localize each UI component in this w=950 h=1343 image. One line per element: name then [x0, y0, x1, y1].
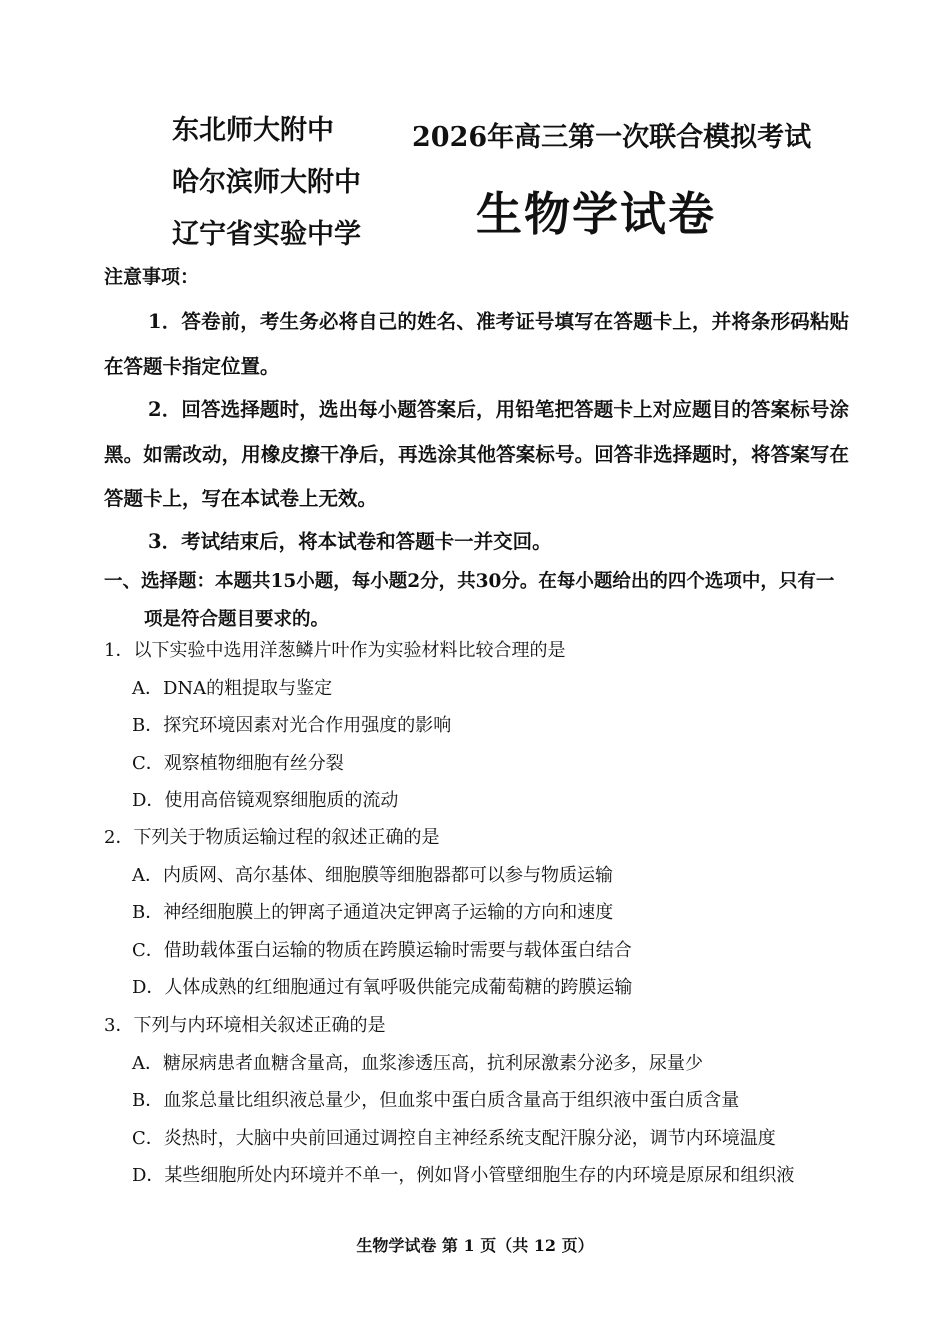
notice-item-3: 3．考试结束后，将本试卷和答题卡一并交回。 — [148, 530, 552, 553]
question-stem: 2．下列关于物质运输过程的叙述正确的是 — [104, 827, 440, 848]
subject-title: 生物学试卷 — [476, 187, 716, 241]
question-option-b: B．神经细胞膜上的钾离子通道决定钾离子运输的方向和速度 — [132, 902, 614, 923]
notice-heading: 注意事项： — [104, 266, 200, 288]
question-3 — [104, 1011, 849, 1199]
question-2 — [104, 823, 849, 1011]
section-heading: 一、选择题：本题共15小题，每小题2分，共30分。在每小题给出的四个选项中，只有一项是符合题目要求的。 — [104, 571, 835, 630]
notice-item-1: 1．答卷前，考生务必将自己的姓名、准考证号填写在答题卡上，并将条形码粘贴在答题卡指定位置。 — [104, 310, 849, 378]
question-option-c: C．炎热时，大脑中央前回通过调控自主神经系统支配汗腺分泌，调节内环境温度 — [132, 1127, 776, 1149]
question-option-c: C．借助载体蛋白运输的物质在跨膜运输时需要与载体蛋白结合 — [132, 939, 632, 961]
school-name-1: 东北师大附中 — [172, 115, 334, 146]
question-option-a: A．糖尿病患者血糖含量高，血浆渗透压高，抗利尿激素分泌多，尿量少 — [132, 1052, 703, 1074]
school-name-2: 哈尔滨师大附中 — [172, 167, 361, 198]
school-name-3: 辽宁省实验中学 — [172, 219, 361, 250]
question-stem: 3．下列与内环境相关叙述正确的是 — [104, 1015, 386, 1036]
question-option-b: B．探究环境因素对光合作用强度的影响 — [132, 715, 452, 736]
question-option-c: C．观察植物细胞有丝分裂 — [132, 752, 344, 774]
question-option-d: D．人体成熟的红细胞通过有氧呼吸供能完成葡萄糖的跨膜运输 — [132, 977, 633, 998]
school-list — [172, 112, 382, 268]
question-option-a: A．DNA的粗提取与鉴定 — [132, 677, 333, 699]
notice-item-2: 2．回答选择题时，选出每小题答案后，用铅笔把答题卡上对应题目的答案标号涂黑。如需改动，用橡皮擦干净后，再选涂其他答案标号。回答非选择题时，将答案写在答题卡上，写在本试卷上无效。 — [104, 398, 849, 510]
question-option-d: D．某些细胞所处内环境并不单一，例如肾小管壁细胞生存的内环境是原尿和组织液 — [132, 1165, 795, 1186]
question-option-a: A．内质网、高尔基体、细胞膜等细胞器都可以参与物质运输 — [132, 864, 613, 886]
question-1 — [104, 636, 849, 824]
question-option-d: D．使用高倍镜观察细胞质的流动 — [132, 790, 399, 811]
question-stem: 1．以下实验中选用洋葱鳞片叶作为实验材料比较合理的是 — [104, 640, 566, 661]
question-option-b: B．血浆总量比组织液总量少，但血浆中蛋白质含量高于组织液中蛋白质含量 — [132, 1090, 740, 1111]
page-footer: 生物学试卷 第 1 页（共 12 页） — [356, 1236, 594, 1255]
exam-title: 2026年高三第一次联合模拟考试 — [412, 122, 812, 153]
